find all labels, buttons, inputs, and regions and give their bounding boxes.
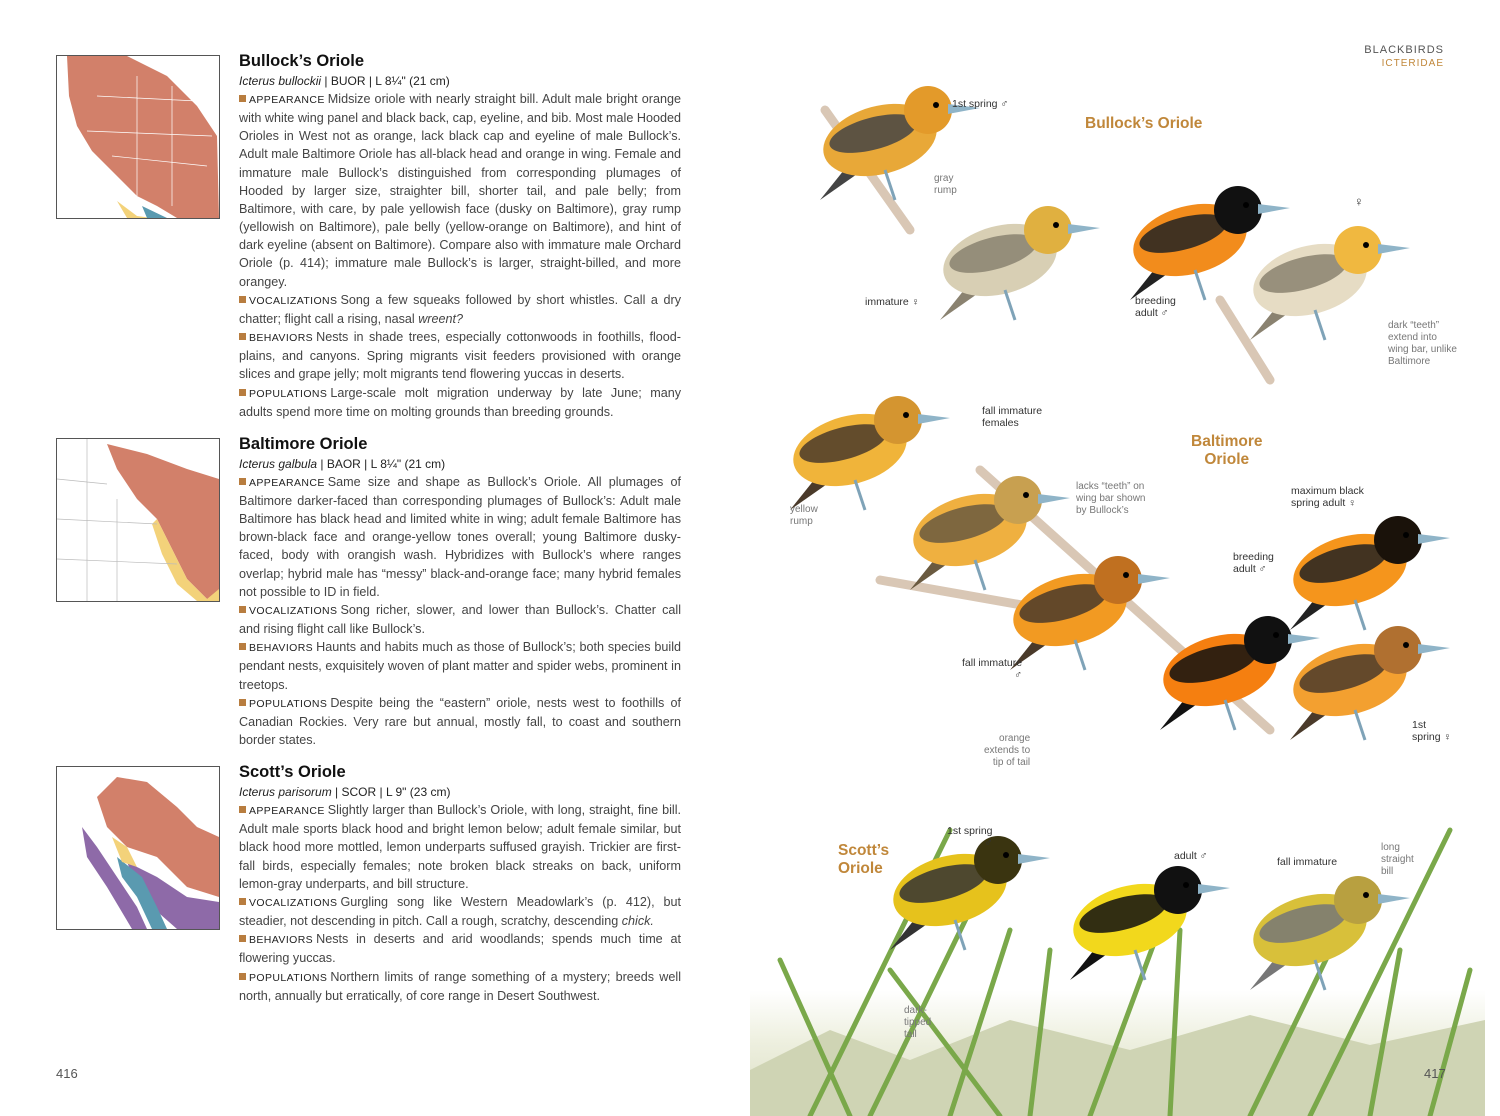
bullet-square-icon (239, 935, 246, 942)
bullet-square-icon (239, 643, 246, 650)
section-text: Northern limits of range something of a mystery; breeds well north, annually but erratically, of core range in Desert Southwest. (239, 969, 681, 1003)
section-heading: BEHAVIORS (249, 642, 314, 655)
running-head (1364, 43, 1444, 71)
oriole-illustration (1245, 876, 1410, 990)
species-scientific-line (239, 783, 681, 801)
range-map-scotts (56, 766, 220, 930)
label-ba-1st-spring: 1st spring ♀ (1412, 719, 1452, 743)
section-italic-text: chick. (621, 914, 654, 929)
plate-title-baltimore (1191, 433, 1263, 469)
bullet-square-icon (239, 389, 246, 396)
section-appearance (239, 801, 681, 893)
section-behaviors (239, 638, 681, 693)
label-bu-1st-spring: 1st spring ♂ (952, 98, 1009, 110)
oriole-illustration (885, 836, 1050, 950)
label-sc-adult: adult ♂ (1174, 850, 1208, 862)
title-line: Oriole (1204, 451, 1250, 468)
species-name: Scott’s Oriole (239, 763, 346, 782)
section-text: Midsize oriole with nearly straight bill. Adult male bright orange with white wing panel and black back, cap, eyeline, and bib. Most male Hooded Orioles in West not as orange, lack black cap and eyeline of male Bullock’s. Adult male Baltimore Oriole has all-black head and orange in wing. Female and immature male Bullock’s distinguished from corresponding plumages of Hooded by larger size, straighter bill, shorter tail, and pale belly; from Baltimore, with care, by pale yellowish face (dusky on Baltimore), gray rump (yellowish on Baltimore), pale belly (yellow-orange on Baltimore), and hint of dark eyeline (absent on Baltimore). Compare also with immature male Orchard Oriole (p. 414); immature male Bullock’s is larger, straight-billed, and more orangey. (239, 92, 681, 289)
section-text: Same size and shape as Bullock’s Oriole. All plumages of Baltimore darker-faced than corresponding plumages of Bullock’s: Adult male Baltimore has black head and limited white in wing; adult female Baltimore has brown-black face and orange-yellow tones overall; young Baltimore dusky-faced, body with orangish wash. Hybridizes with Bullock’s where ranges overlap; hybrid male has “messy” black-and-orange face; many hybrid females not possible to ID in field. (239, 474, 681, 599)
section-text: Nests in shade trees, especially cottonwoods in foothills, floodplains, and canyons. Spring migrants visit feeders provisioned with orange slices and grape jelly; molt migrants tend flowering yuccas in deserts. (239, 330, 681, 382)
bullet-square-icon (239, 973, 246, 980)
label-ba-fall-male: fall immature ♂ (962, 657, 1023, 681)
bullet-square-icon (239, 95, 246, 102)
family-latin: ICTERIDAE (1381, 58, 1444, 69)
section-italic-text: wreent? (418, 311, 464, 326)
label-sc-1st-spring: 1st spring ♂ (947, 825, 993, 849)
section-heading: APPEARANCE (249, 805, 325, 818)
section-vocalizations (239, 291, 681, 328)
label-sc-dark-tail: dark- tipped tail (904, 1005, 932, 1040)
label-bu-gray-rump: gray rump (934, 173, 957, 196)
section-populations (239, 968, 681, 1005)
section-populations (239, 694, 681, 749)
label-bu-teeth: dark “teeth” extend into wing bar, unlike Baltimore (1388, 320, 1457, 367)
oriole-illustration (1285, 516, 1450, 630)
section-heading: VOCALIZATIONS (249, 604, 338, 617)
title-line: Scott’s (838, 842, 890, 859)
label-sc-long-bill: long straight bill (1381, 842, 1414, 877)
label-ba-yellow-rump: yellow rump (790, 504, 818, 527)
bullet-square-icon (239, 333, 246, 340)
species-name: Baltimore Oriole (239, 434, 368, 453)
section-text: Gurgling song like Western Meadowlark’s (p. 412), but steadier, not descending in pitch. Call a rough, scratchy, descending (239, 894, 681, 929)
range-map-bullocks (56, 55, 220, 219)
section-vocalizations (239, 601, 681, 638)
section-text: Haunts and habits much as those of Bullock’s; both species build pendant nests, exquisitely woven of plant matter and spider webs, prominent in treetops. (239, 640, 681, 692)
section-heading: APPEARANCE (249, 476, 325, 489)
species-code-length: | SCOR | L 9" (23 cm) (331, 785, 451, 800)
section-text: Despite being the “eastern” oriole, nests west to foothills of Canadian Rockies. Very rare but annual, mostly fall, to coast and southern border states. (239, 695, 681, 747)
section-text: Song a few squeaks followed by short whistles. Call a dry chatter; flight call a rising, nasal (239, 292, 681, 326)
label-sc-fall: fall immature (1277, 856, 1338, 868)
species-accounts-column (56, 50, 680, 1017)
species-code-length: | BUOR | L 8¼" (21 cm) (321, 74, 450, 88)
label-bu-immature: immature ♀ (865, 296, 920, 308)
species-entry-bullocks (239, 50, 681, 433)
species-row-baltimore (56, 433, 680, 761)
section-heading: VOCALIZATIONS (249, 294, 338, 307)
scientific-name: Icterus galbula (239, 456, 318, 471)
oriole-illustration (1245, 226, 1410, 340)
species-name: Bullock’s Oriole (239, 52, 365, 70)
section-appearance (239, 473, 681, 601)
species-row-bullocks (56, 50, 680, 433)
section-text: Large-scale molt migration underway by late June; many adults spend more time on molting grounds than breeding grounds. (239, 385, 681, 419)
species-entry-scotts (239, 761, 681, 1017)
plate-title-bullocks: Bullock’s Oriole (1085, 115, 1203, 132)
range-map-baltimore (56, 438, 220, 602)
label-ba-lacks-teeth: lacks “teeth” on wing bar shown by Bullock’s (1076, 481, 1146, 516)
species-row-scotts (56, 761, 680, 1017)
bullet-square-icon (239, 699, 246, 706)
oriole-plate-illustration (750, 30, 1485, 1116)
bullet-square-icon (239, 606, 246, 613)
section-behaviors (239, 328, 681, 383)
bullet-square-icon (239, 806, 246, 813)
bullet-square-icon (239, 296, 246, 303)
section-heading: APPEARANCE (249, 94, 325, 106)
species-scientific-line (239, 72, 681, 90)
section-heading: VOCALIZATIONS (249, 896, 338, 909)
section-appearance (239, 90, 681, 291)
scientific-name: Icterus bullockii (239, 74, 322, 88)
section-populations (239, 384, 681, 421)
section-text: Nests in deserts and arid woodlands; spends much time at flowering yuccas. (239, 932, 681, 966)
section-heading: BEHAVIORS (249, 934, 314, 947)
label-ba-orange-tail: orange extends to tip of tail (984, 733, 1031, 768)
label-bu-breeding: breeding adult ♂ (1135, 295, 1176, 319)
label-ba-max-black: maximum black spring adult ♀ (1291, 485, 1364, 509)
label-ba-breeding: breeding adult ♂ (1233, 551, 1274, 575)
oriole-illustration (1155, 616, 1320, 730)
species-entry-baltimore (239, 433, 681, 761)
bullet-square-icon (239, 898, 246, 905)
title-line: Oriole (838, 860, 883, 877)
section-text: Song richer, slower, and lower than Bullock’s. Chatter call and rising flight call like Bullock’s. (239, 602, 681, 637)
section-heading: BEHAVIORS (249, 332, 314, 345)
family-name: BLACKBIRDS (1364, 44, 1444, 56)
plate-title-scotts (838, 842, 889, 878)
species-scientific-line (239, 455, 681, 473)
page-number-left: 416 (56, 1066, 78, 1081)
oriole-illustration (935, 206, 1100, 320)
species-code-length: | BAOR | L 8¼" (21 cm) (317, 456, 446, 471)
section-heading: POPULATIONS (249, 697, 328, 710)
section-vocalizations (239, 893, 681, 930)
oriole-illustration (785, 396, 950, 510)
bullet-square-icon (239, 478, 246, 485)
section-behaviors (239, 930, 681, 967)
scientific-name: Icterus parisorum (239, 785, 332, 800)
label-bu-female: ♀ (1354, 194, 1364, 209)
label-ba-fall-females: fall immature females (982, 405, 1043, 429)
section-text: Slightly larger than Bullock’s Oriole, with long, straight, fine bill. Adult male sports black hood and bright lemon below; adult female similar, but black hood more mottled, lemon underparts suffused grayish. Trickier are first-fall birds, especially females; note broken black streaks on back, uniform lemon-gray underparts, and bill structure. (239, 803, 681, 891)
section-heading: POPULATIONS (249, 971, 328, 984)
page-number-right: 417 (1424, 1066, 1446, 1081)
title-line: Baltimore (1191, 433, 1263, 450)
section-heading: POPULATIONS (249, 387, 328, 400)
